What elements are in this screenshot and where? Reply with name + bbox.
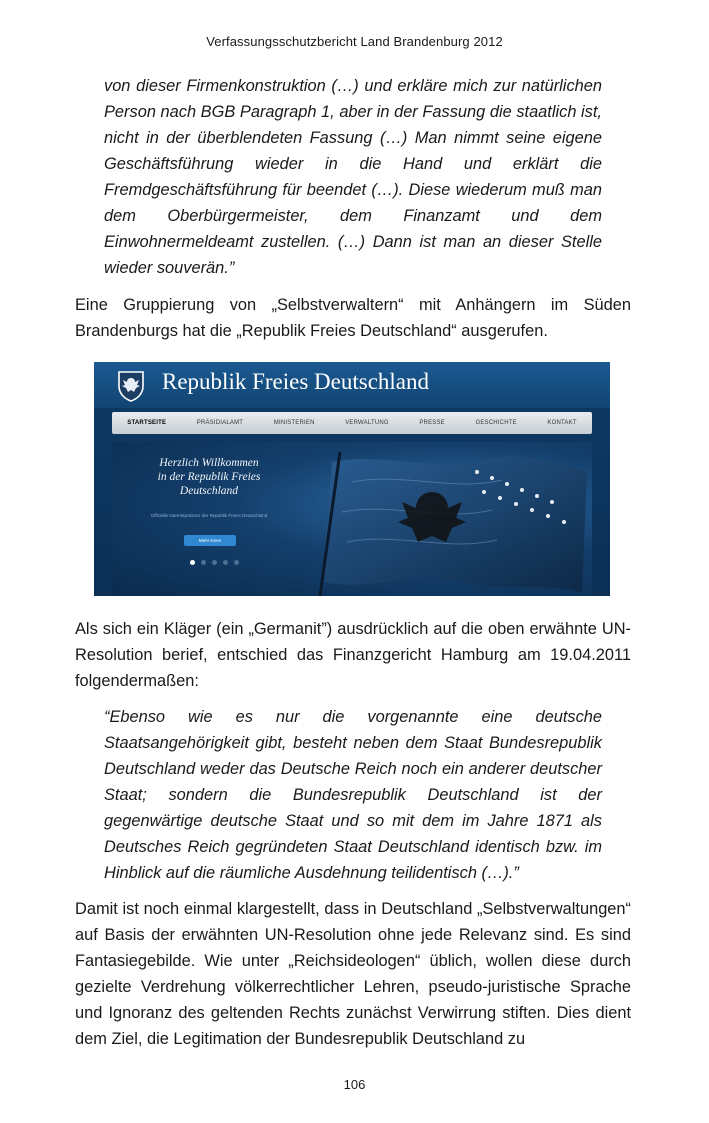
- slider-dot-3: [212, 560, 217, 565]
- hero-title-line-2: in der Republik Freies: [157, 471, 261, 483]
- block-quote-2: “Ebenso wie es nur die vorgenannte eine deutsche Staatsangehörigkeit gibt, besteht neben dem Staat Bundesrepublik Deutschland weder das Deutsche Reich noch ein anderer deutscher Staat; sondern die Bundesrepublik Deutschland ist der gegenwärtige deutsche Staat und so mit dem im Jahre 1871 als Deutsches Reich gegründeten Staat Deutschland identisch bzw. im Hinblick auf die räumliche Ausdehnung teilidentisch (…).”: [104, 708, 602, 882]
- page-header: Verfassungsschutzbericht Land Brandenburg 2012: [206, 34, 503, 49]
- hero-title-line-1: Herzlich Willkommen: [159, 457, 259, 469]
- site-navigation: [112, 412, 592, 434]
- nav-item-presse: PRESSE: [419, 420, 445, 426]
- nav-item-verwaltung: VERWALTUNG: [345, 420, 389, 426]
- website-screenshot-figure: [94, 362, 610, 596]
- hero-title-line-3: Deutschland: [179, 485, 239, 497]
- site-header-bar: [94, 362, 610, 408]
- hero-welcome-text: [124, 456, 294, 498]
- paragraph-3: Damit ist noch einmal klargestellt, dass in Deutschland „Selbstverwaltungen“ auf Basis der erwähnten UN-Resolution ohne jede Relevanz sind. Es sind Fantasiegebilde. Wie unter „Reichsideologen“ üblich, wollen diese durch gezielte Verdrehung völkerrechtlicher Lehren, pseudo-juristische Sprache und Ignoranz des geltenden Rechts zunächst Verwirrung stiften. Dies dient dem Ziel, die Legitimation der Bundesrepublik Deutschland zu: [75, 900, 631, 1048]
- slider-dot-4: [223, 560, 228, 565]
- nav-item-startseite: STARTSEITE: [127, 420, 167, 426]
- eagle-crest-icon: [116, 370, 146, 402]
- slider-dots: [190, 560, 239, 565]
- slider-dot-2: [201, 560, 206, 565]
- nav-item-praesidialamt: PRÄSIDIALAMT: [196, 420, 244, 426]
- hero-subtitle: Offizielle Internetpräsenz der Republik Freies Deutschland: [150, 513, 268, 518]
- site-title: Republik Freies Deutschland: [162, 369, 430, 394]
- paragraph-1: Eine Gruppierung von „Selbstverwaltern“ mit Anhängern im Süden Brandenburgs hat die „Republik Freies Deutschland“ ausgerufen.: [75, 296, 631, 340]
- hero-banner: [112, 442, 592, 596]
- flag-image: [312, 442, 592, 596]
- nav-item-ministerien: MINISTERIEN: [273, 420, 315, 426]
- nav-item-kontakt: KONTAKT: [547, 420, 577, 426]
- page-number: 106: [343, 1077, 366, 1092]
- block-quote-1: von dieser Firmenkonstruktion (…) und erkläre mich zur natürlichen Person nach BGB Paragraph 1, aber in der Fassung die staatlich ist, nicht in der überblendeten Fassung (…) Man nimmt seine eigene Geschäftsführung wieder in die Hand und erklärt die Fremdgeschäftsführung für beendet (…). Diese wiederum muß man dem Oberbürgermeister, dem Finanzamt und dem Einwohnermeldeamt zustellen. (…) Dann ist man an dieser Stelle wieder souverän.”: [104, 77, 602, 277]
- hero-read-more-button: Mehr lesen: [184, 535, 236, 546]
- nav-item-geschichte: GESCHICHTE: [475, 420, 517, 426]
- slider-dot-1: [190, 560, 195, 565]
- paragraph-2: Als sich ein Kläger (ein „Germanit”) ausdrücklich auf die oben erwähnte UN-Resolution berief, entschied das Finanzgericht Hamburg am 19.04.2011 folgendermaßen:: [75, 620, 631, 690]
- slider-dot-5: [234, 560, 239, 565]
